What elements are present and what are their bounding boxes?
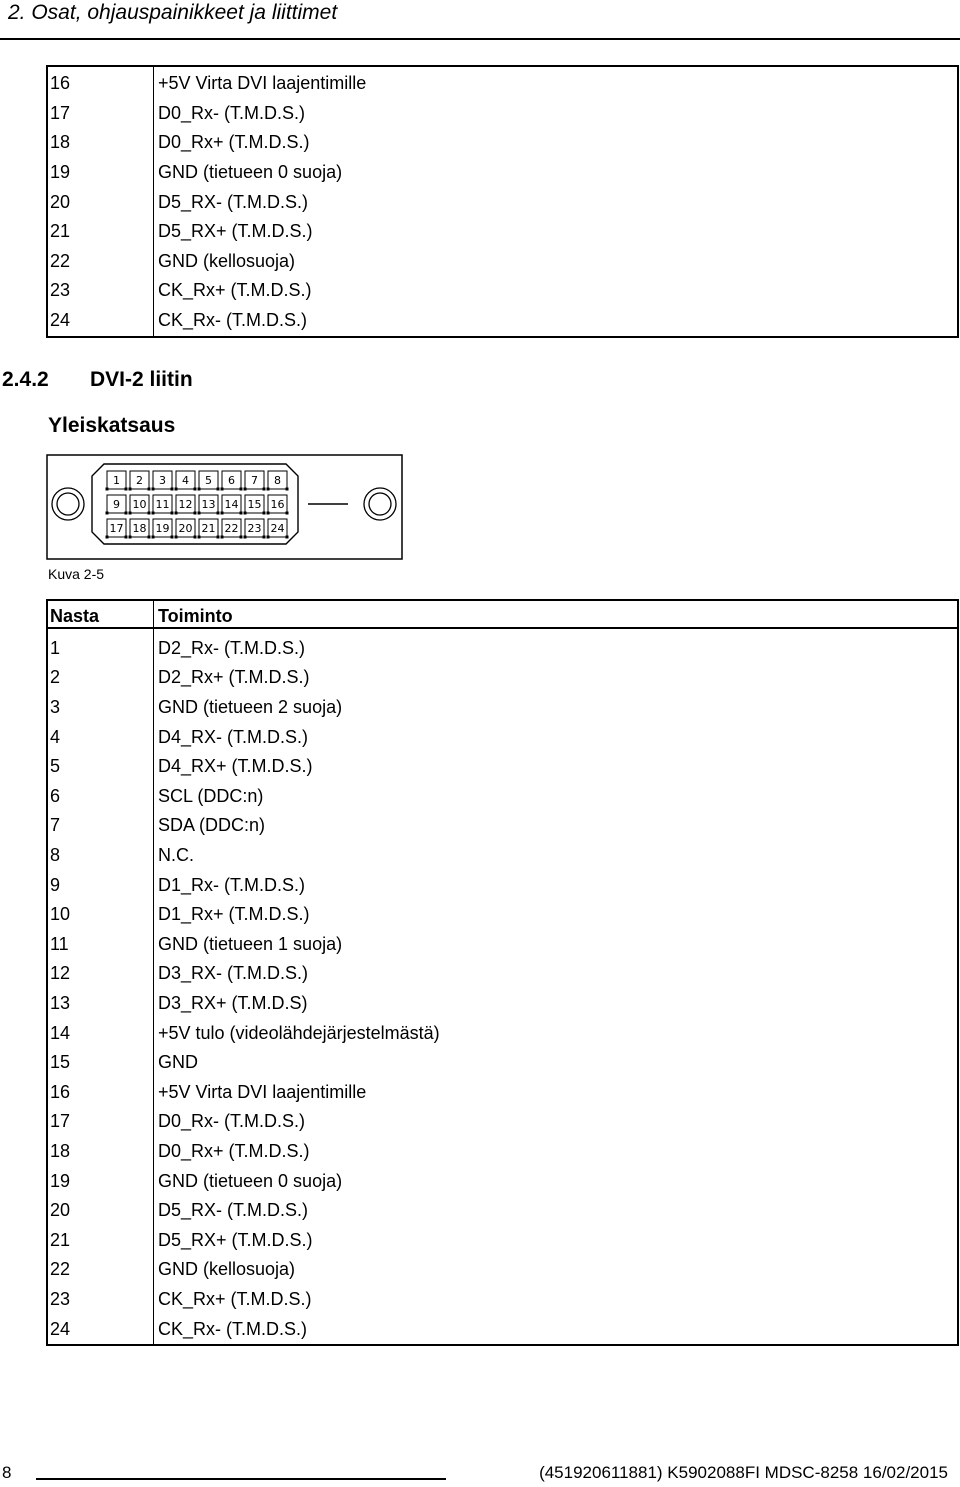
pin-contact-dot [217, 512, 220, 515]
table-row [46, 693, 959, 723]
pin-label: 17 [109, 522, 124, 535]
pin-contact-dot [217, 488, 220, 491]
table-row [46, 99, 959, 129]
pin-number: 9 [50, 874, 61, 895]
pin-contact-dot [171, 488, 174, 491]
pin-label: 19 [155, 522, 170, 535]
pin-function: GND (tietueen 2 suoja) [158, 697, 343, 718]
pin-contact-dot [129, 512, 132, 515]
table-row [46, 1225, 959, 1255]
table-row [46, 1048, 959, 1078]
pin-number: 11 [50, 933, 69, 954]
pin-contact-dot [244, 488, 247, 491]
pin-function: D2_Rx- (T.M.D.S.) [158, 637, 306, 658]
pin-function: CK_Rx- (T.M.D.S.) [158, 1318, 308, 1339]
pin-contact-dot [194, 488, 197, 491]
pin-function: +5V tulo (videolähdejärjestelmästä) [158, 1022, 440, 1043]
table-row [46, 158, 959, 188]
pin-function: D3_RX+ (T.M.D.S) [158, 993, 308, 1014]
table-row [46, 841, 959, 871]
table-row [46, 128, 959, 158]
pin-contact-dot [152, 488, 155, 491]
table-row [46, 930, 959, 960]
pin-number: 24 [50, 310, 71, 331]
section-heading [2, 368, 193, 392]
pin-function: GND (tietueen 1 suoja) [158, 933, 343, 954]
pin-number: 19 [50, 1170, 71, 1191]
pin-function: D5_RX- (T.M.D.S.) [158, 1200, 309, 1221]
table-row [46, 1166, 959, 1196]
pin-contact-dot [125, 536, 128, 539]
pin-function: GND [158, 1052, 198, 1073]
pin-number: 15 [50, 1052, 71, 1073]
pin-function: D4_RX- (T.M.D.S.) [158, 726, 309, 747]
pin-contact-dot [221, 512, 224, 515]
pin-number: 19 [50, 162, 71, 183]
pin-label: 8 [274, 474, 281, 487]
pin-label: 7 [251, 474, 258, 487]
page-number: 8 [2, 1463, 12, 1482]
table-row [46, 247, 959, 277]
pin-function: SDA (DDC:n) [158, 815, 266, 836]
pin-function: D1_Rx- (T.M.D.S.) [158, 874, 306, 895]
pin-label: 12 [178, 498, 193, 511]
pin-function: CK_Rx+ (T.M.D.S.) [158, 1288, 312, 1309]
pin-number: 22 [50, 250, 71, 271]
pin-contact-dot [240, 536, 243, 539]
pin-contact-dot [244, 536, 247, 539]
pin-contact-dot [198, 512, 201, 515]
table-row [46, 187, 959, 217]
pin-number: 18 [50, 1140, 71, 1161]
top-pin-table [46, 67, 959, 335]
pin-number: 20 [50, 1200, 71, 1221]
table-row [46, 306, 959, 336]
footer-rule [36, 1478, 446, 1480]
table-row [46, 900, 959, 930]
pin-label: 10 [132, 498, 147, 511]
pin-number: 3 [50, 697, 61, 718]
pin-number: 23 [50, 1288, 71, 1309]
table-row [46, 1078, 959, 1108]
pin-function: D0_Rx- (T.M.D.S.) [158, 1111, 306, 1132]
table-row [46, 663, 959, 693]
section-title: DVI-2 liitin [90, 368, 193, 391]
pin-contact-dot [198, 536, 201, 539]
pin-contact-dot [194, 512, 197, 515]
header-pin: Nasta [50, 606, 100, 627]
pin-contact-dot [240, 488, 243, 491]
pin-contact-dot [129, 536, 132, 539]
pin-label: 11 [155, 498, 170, 511]
pin-contact-dot [267, 536, 270, 539]
pin-number: 21 [50, 221, 71, 242]
pin-number: 6 [50, 785, 61, 806]
header-function: Toiminto [158, 606, 233, 627]
pin-label: 3 [159, 474, 166, 487]
pin-contact-dot [175, 536, 178, 539]
pin-label: 18 [132, 522, 147, 535]
pin-contact-dot [175, 488, 178, 491]
pin-number: 10 [50, 904, 71, 925]
pin-label: 23 [247, 522, 262, 535]
subheading-overview: Yleiskatsaus [48, 414, 176, 437]
pin-contact-dot [263, 512, 266, 515]
pin-function: N.C. [158, 845, 194, 866]
pin-function: D5_RX+ (T.M.D.S.) [158, 221, 313, 242]
pin-function: +5V Virta DVI laajentimille [158, 1081, 367, 1102]
pin-label: 4 [182, 474, 189, 487]
pin-function: +5V Virta DVI laajentimille [158, 73, 367, 94]
pin-number: 21 [50, 1229, 71, 1250]
pin-number: 16 [50, 73, 71, 94]
table-row [46, 811, 959, 841]
table-row [46, 1196, 959, 1226]
section-number: 2.4.2 [2, 368, 49, 391]
pin-contact-dot [286, 512, 289, 515]
pin-function: D4_RX+ (T.M.D.S.) [158, 756, 313, 777]
pin-function: D5_RX- (T.M.D.S.) [158, 191, 309, 212]
document-id: (451920611881) K5902088FI MDSC-8258 16/02/2015 [539, 1463, 948, 1482]
header-rule [0, 38, 960, 40]
pin-contact-dot [194, 536, 197, 539]
pin-number: 2 [50, 667, 61, 688]
pin-table-header-row [46, 600, 959, 632]
pin-number: 23 [50, 280, 71, 301]
pin-contact-dot [125, 512, 128, 515]
pin-label: 1 [113, 474, 120, 487]
pin-function: D3_RX- (T.M.D.S.) [158, 963, 309, 984]
pin-number: 17 [50, 1111, 71, 1132]
pin-contact-dot [286, 488, 289, 491]
pin-number: 1 [50, 637, 61, 658]
pin-contact-dot [106, 512, 109, 515]
table-row [46, 1285, 959, 1315]
pin-function: GND (tietueen 0 suoja) [158, 162, 343, 183]
pin-contact-dot [106, 488, 109, 491]
pin-function: D1_Rx+ (T.M.D.S.) [158, 904, 310, 925]
table-row [46, 632, 959, 664]
pin-contact-dot [175, 512, 178, 515]
table-row [46, 1255, 959, 1285]
table-row [46, 722, 959, 752]
pin-label: 16 [270, 498, 285, 511]
pin-contact-dot [106, 536, 109, 539]
pin-label: 14 [224, 498, 239, 511]
pin-number: 14 [50, 1022, 71, 1043]
pin-function: D0_Rx+ (T.M.D.S.) [158, 132, 310, 153]
pin-contact-dot [267, 488, 270, 491]
pin-contact-dot [148, 512, 151, 515]
table-row [46, 752, 959, 782]
pin-number: 13 [50, 993, 71, 1014]
pin-label: 6 [228, 474, 235, 487]
table-row [46, 67, 959, 99]
pin-contact-dot [152, 512, 155, 515]
pin-label: 15 [247, 498, 262, 511]
pin-function: GND (tietueen 0 suoja) [158, 1170, 343, 1191]
figure-caption: Kuva 2-5 [48, 566, 105, 582]
pin-contact-dot [267, 512, 270, 515]
table-row [46, 1107, 959, 1137]
pin-number: 17 [50, 102, 71, 123]
pin-number: 16 [50, 1081, 71, 1102]
pin-label: 20 [178, 522, 193, 535]
pin-function: D0_Rx- (T.M.D.S.) [158, 102, 306, 123]
dvi-connector-diagram [46, 454, 403, 560]
pin-function: SCL (DDC:n) [158, 785, 264, 806]
pin-function: D0_Rx+ (T.M.D.S.) [158, 1140, 310, 1161]
pin-number: 8 [50, 845, 61, 866]
pin-number: 4 [50, 726, 61, 747]
pin-contact-dot [263, 488, 266, 491]
pin-label: 2 [136, 474, 143, 487]
pin-number: 24 [50, 1318, 71, 1339]
pin-table [46, 600, 959, 1344]
table-row [46, 1018, 959, 1048]
table-row [46, 870, 959, 900]
pin-function: GND (kellosuoja) [158, 250, 296, 271]
pin-contact-dot [263, 536, 266, 539]
pin-number: 20 [50, 191, 71, 212]
pin-number: 5 [50, 756, 61, 777]
pin-function: D5_RX+ (T.M.D.S.) [158, 1229, 313, 1250]
pin-contact-dot [217, 536, 220, 539]
pin-label: 13 [201, 498, 216, 511]
pin-contact-dot [125, 488, 128, 491]
pin-contact-dot [148, 488, 151, 491]
pin-contact-dot [171, 512, 174, 515]
pin-contact-dot [171, 536, 174, 539]
table-row [46, 1137, 959, 1167]
pin-contact-dot [148, 536, 151, 539]
pin-function: D2_Rx+ (T.M.D.S.) [158, 667, 310, 688]
pin-contact-dot [240, 512, 243, 515]
pin-function: CK_Rx- (T.M.D.S.) [158, 310, 308, 331]
pin-contact-dot [221, 488, 224, 491]
pin-contact-dot [221, 536, 224, 539]
pin-label: 24 [270, 522, 285, 535]
pin-label: 21 [201, 522, 216, 535]
table-row [46, 989, 959, 1019]
pin-number: 7 [50, 815, 61, 836]
pin-function: GND (kellosuoja) [158, 1259, 296, 1280]
pin-number: 12 [50, 963, 71, 984]
pin-function: CK_Rx+ (T.M.D.S.) [158, 280, 312, 301]
pin-contact-dot [129, 488, 132, 491]
pin-label: 9 [113, 498, 120, 511]
pin-label: 22 [224, 522, 239, 535]
pin-contact-dot [286, 536, 289, 539]
pin-number: 18 [50, 132, 71, 153]
pin-contact-dot [244, 512, 247, 515]
table-row [46, 782, 959, 812]
table-row [46, 959, 959, 989]
pin-label: 5 [205, 474, 212, 487]
chapter-title: 2. Osat, ohjauspainikkeet ja liittimet [8, 1, 338, 24]
table-row [46, 217, 959, 247]
pin-contact-dot [198, 488, 201, 491]
pin-contact-dot [152, 536, 155, 539]
pin-number: 22 [50, 1259, 71, 1280]
table-row [46, 1314, 959, 1344]
table-row [46, 276, 959, 306]
